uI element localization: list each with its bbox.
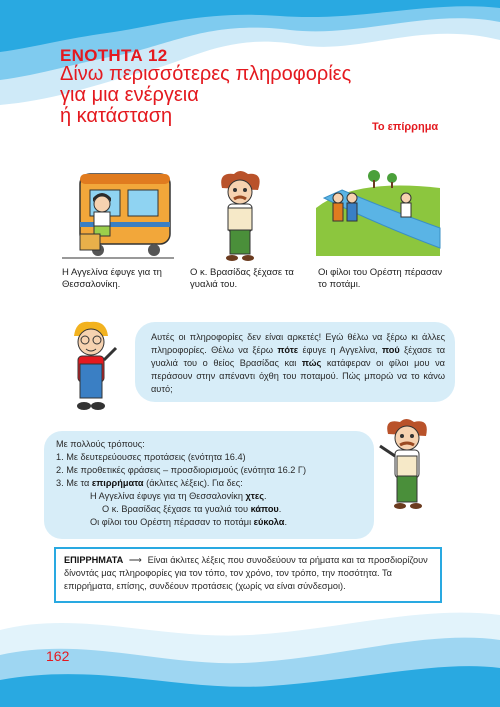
page-number: 162 bbox=[46, 648, 70, 664]
answer-item bbox=[56, 477, 364, 490]
topic-label: Το επίρρημα bbox=[372, 121, 439, 133]
bubble-bold-word: πώς bbox=[301, 358, 322, 368]
girl-train-illustration bbox=[62, 168, 174, 260]
bubble-text: ξέχασε τα γυαλιά του ο θείος Βρασίδας και bbox=[151, 345, 446, 368]
example-adverb: χτες bbox=[245, 491, 265, 501]
caption-line: γυαλιά του. bbox=[190, 279, 238, 290]
bubble-bold-word: πότε bbox=[277, 345, 299, 355]
question-speech-bubble bbox=[135, 322, 455, 402]
definition-box bbox=[54, 547, 442, 603]
definition-text: Είναι άκλιτες λέξεις που συνοδεύουν τα ρήματα και τα προσδιορίζουν δίνοντάς μας πληροφορίες για τον τόπο, τον χρόνο, τον τρόπο, την ποσότητα. Τα επιρρήματα, επίσης, συνδέουν προτάσεις (χωρίς να είναι σύνδεσμοι). bbox=[64, 555, 428, 591]
example-adverb: εύκολα bbox=[253, 517, 285, 527]
page-title bbox=[60, 63, 352, 127]
title-line: για μια ενέργεια bbox=[60, 84, 199, 106]
item-text: 3. Με τα bbox=[56, 478, 92, 488]
illustration-caption bbox=[190, 267, 330, 291]
caption-line: Ο κ. Βρασίδας ξέχασε τα bbox=[190, 267, 294, 278]
title-line: Δίνω περισσότερες πληροφορίες bbox=[60, 63, 352, 85]
example-sentence bbox=[56, 516, 364, 529]
unit-label: ΕΝΟΤΗΤΑ 12 bbox=[60, 46, 168, 65]
arrow-right-icon: ⟶ bbox=[128, 555, 143, 565]
example-text: Οι φίλοι του Ορέστη πέρασαν το ποτάμι bbox=[90, 517, 254, 527]
example-sentence bbox=[56, 503, 364, 516]
answer-item: 1. Με δευτερεύουσες προτάσεις (ενότητα 16.4) bbox=[56, 452, 246, 462]
illustration-caption bbox=[318, 267, 458, 291]
example-text: Η Αγγελίνα έφυγε για τη Θεσσαλονίκη bbox=[90, 491, 246, 501]
item-text: (άκλιτες λέξεις). Για δες: bbox=[143, 478, 243, 488]
river-crossing-illustration bbox=[314, 168, 442, 258]
answer-item: 2. Με προθετικές φράσεις – προσδιορισμούς (ενότητα 16.2 Γ) bbox=[56, 465, 307, 475]
example-text: . bbox=[264, 491, 267, 501]
item-bold-word: επιρρήματα bbox=[91, 478, 144, 488]
answer-intro: Με πολλούς τρόπους: bbox=[56, 439, 145, 449]
bubble-text: έφυγε η Αγγελίνα, bbox=[298, 345, 383, 355]
bottom-wave-decoration bbox=[0, 600, 500, 707]
caption-line: το ποτάμι. bbox=[318, 279, 361, 290]
example-text: Ο κ. Βρασίδας ξέχασε τα γυαλιά του bbox=[102, 504, 251, 514]
definition-term: ΕΠΙΡΡΗΜΑΤΑ bbox=[64, 555, 124, 565]
bubble-text: Αυτές οι πληροφορίες δεν είναι αρκετές! Εγώ θέλω να ξέρω κι άλλες πληροφορίες. Θέλω να ξέρω bbox=[151, 332, 445, 355]
example-text: . bbox=[284, 517, 288, 527]
title-line: ή κατάσταση bbox=[60, 105, 173, 127]
uncle-pointing-illustration bbox=[376, 416, 438, 516]
illustration-caption bbox=[62, 267, 202, 291]
uncle-brasidas-illustration bbox=[210, 168, 270, 263]
bubble-bold-word: πού bbox=[382, 345, 400, 355]
caption-line: Θεσσαλονίκη. bbox=[62, 279, 121, 290]
bubble-text: κατάφεραν οι φίλοι μου να περάσουν στην απέναντι όχθη του ποταμού. Πώς μπορώ να το κάνω αυτό; bbox=[151, 358, 445, 394]
example-sentence bbox=[56, 490, 364, 503]
caption-line: Η Αγγελίνα έφυγε για τη bbox=[62, 267, 162, 278]
boy-character-illustration bbox=[60, 318, 122, 418]
example-adverb: κάπου bbox=[250, 504, 279, 514]
example-text: . bbox=[278, 504, 282, 514]
answer-speech-bubble bbox=[44, 431, 374, 539]
caption-line: Οι φίλοι του Ορέστη πέρασαν bbox=[318, 267, 443, 278]
